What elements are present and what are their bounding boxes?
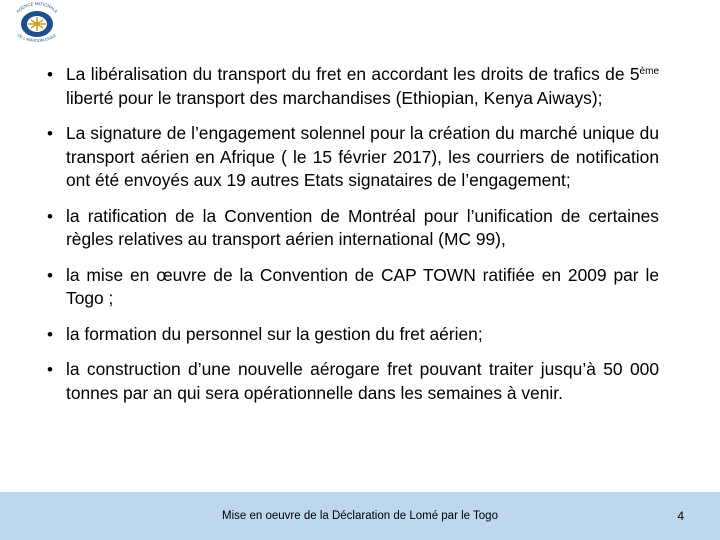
bullet-item-liberalisation [47,63,659,110]
slide-footer [0,492,720,540]
bullet-text-formation: la formation du personnel sur la gestion du fret aérien; [66,323,483,344]
bullet-item-formation [47,323,659,347]
agency-logo [2,2,72,44]
bullet-list [47,63,659,417]
bullet-item-aerogare [47,358,659,405]
page-number: 4 [677,509,684,523]
bullet-text-liberalisation-sup: ème [639,66,659,77]
svg-text:AGENCE NATIONALE: AGENCE NATIONALE [15,2,59,14]
bullet-item-engagement [47,122,659,193]
bullet-text-aerogare: la construction d’une nouvelle aérogare fret pouvant traiter jusqu’à 50 000 tonnes par an qui sera opérationnelle dans les semaines à venir. [66,359,659,403]
footer-title: Mise en oeuvre de la Déclaration de Lomé par le Togo [222,510,498,522]
bullet-text-cap-town: la mise en œuvre de la Convention de CAP TOWN ratifiée en 2009 par le Togo ; [66,264,659,308]
agency-logo-emblem [2,2,72,44]
bullet-item-montreal [47,205,659,252]
bullet-item-cap-town [47,264,659,311]
svg-text:DE L'AVIATION CIVILE: DE L'AVIATION CIVILE [16,32,58,44]
bullet-text-liberalisation-post: liberté pour le transport des marchandises (Ethiopian, Kenya Aiways); [66,87,603,108]
bullet-text-liberalisation-pre: La libéralisation du transport du fret en accordant les droits de trafics de 5 [66,64,640,84]
bullet-text-engagement: La signature de l’engagement solennel pour la création du marché unique du transport aérien en Afrique ( le 15 février 2017), les courriers de notification ont été envoyés aux 19 autres Etats signataires de l’engagement; [66,123,659,190]
bullet-text-montreal: la ratification de la Convention de Montréal pour l’unification de certaines règles relatives au transport aérien international (MC 99), [66,205,659,249]
